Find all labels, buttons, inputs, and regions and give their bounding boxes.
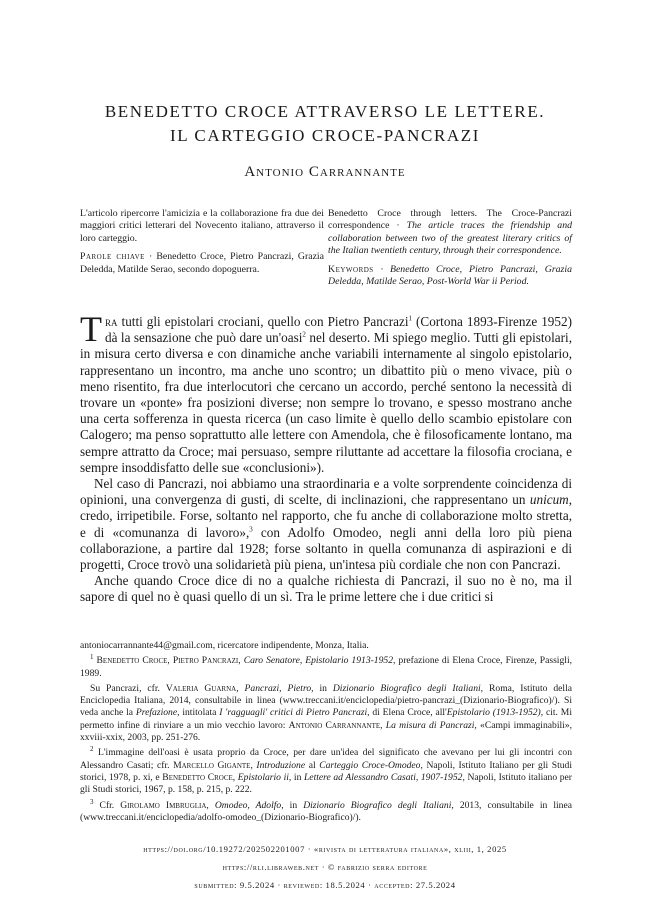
body-paragraph-1: [80, 309, 573, 476]
footnote-1-rest: , prefazione di Elena Croce, Firenze, Passigli, 1989.: [80, 655, 573, 679]
author-contact: antoniocarrannante44@gmail.com, ricercatore indipendente, Monza, Italia.: [80, 640, 369, 651]
fn2-mid: al: [305, 759, 320, 771]
fn2-author-2: Benedetto Croce: [162, 771, 233, 783]
abstract-it-text: L'articolo ripercorre l'amicizia e la collaborazione fra due dei maggiori critici letterari del Novecento italiano, attraverso il loro carteggio.: [80, 208, 324, 244]
paragraph-1-text-a: tutti gli epistolari crociani, quello con Pietro Pancrazi: [117, 314, 409, 329]
footnote-2-number: 2: [90, 745, 94, 754]
footnote-ref-1[interactable]: 1: [408, 314, 412, 323]
fn1b-italic: Pancrazi, Pietro: [244, 682, 312, 694]
fn1b-italic-2: Dizionario Biografico degli Italiani: [332, 682, 481, 694]
paragraph-2-text-c: con Adolfo Omodeo, negli anni della loro più piena collaborazione, a partire dal 1928; forse soltanto in quella comunanza di aspirazioni e di progetti, Croce trovò una solidarietà più piena, un'intesa più cordiale che non con Pancrazi.: [80, 524, 572, 573]
fn3-italic-2: Dizionario Biografico degli Italiani: [303, 799, 452, 811]
abstract-en-title: Benedetto Croce through letters. The Croce-Pancrazi correspondence ·: [328, 208, 572, 232]
footnote-3: $^3$ Cfr. Girolamo Imbruglia, Omodeo, Adolfo, in Dizionario Biografico degli Italiani, 2013, consultabile in linea (www.treccani.it/enciclopedia/adolfo-omodeo_(Dizionario-Biografico)/).: [80, 797, 572, 823]
body-paragraph-3: Anche quando Croce dice di no a qualche richiesta di Pancrazi, il suo no è no, ma il sapore di quel no è quasi quello di un sì. Tra le prime lettere che i due critici si: [80, 573, 572, 605]
paragraph-2-italic: unicum: [529, 492, 569, 508]
fn3-text-a: Cfr.: [99, 799, 121, 811]
fn2-rest: , Napoli, Istituto Italiano per gli Studi storici, 1978, p. xi, e: [80, 759, 572, 783]
title-line-1: BENEDETTO CROCE ATTRAVERSO LE LETTERE.: [104, 102, 546, 121]
fn1b-in: , in: [311, 682, 333, 694]
footnote-1: $^1$ Benedetto Croce, Pietro Pancrazi, Caro Senatore, Epistolario 1913-1952, prefazione di Elena Croce, Firenze, Passigli, 1989.: [80, 653, 573, 679]
keywords-it: [80, 251, 324, 276]
fn2-italic-3: Epistolario ii: [237, 771, 289, 783]
footnote-3-number: 3: [90, 797, 94, 806]
fn1b-italic-6: La misura di Pancrazi: [385, 719, 475, 731]
paragraph-1-text-c: nel deserto. Mi spiego meglio. Tutti gli epistolari, in misura certo diversa e con dinamiche anche variabili internamente al singolo epistolario, rappresentano un incontro, ma anche uno scontro; un dibattito più o meno vivace, più o meno risentito, fra due interlocutori che cercano un accordo, perché sentono la necessità di trovare un «ponte» fra posizioni diverse; non sempre lo trovano, e spesso mostrano anche una certa sofferenza in questa ricerca (un caso limite è quello dello scambio epistolare con Calogero; ma penso soprattutto alle lettere con Amendola, che è filosoficamente lontano, ma sempre attratto da Croce; mai persuaso, sempre riluttante ad accettare la filosofia crociana, e sempre insoddisfatto delle sue «conclusioni»).: [80, 330, 573, 475]
fn1b-italic-4: I 'ragguagli' critici di Pietro Pancrazi: [219, 707, 368, 719]
footer-dates: submitted: 9.5.2024 · reviewed: 18.5.2024 · accepted: 27.5.2024: [194, 880, 456, 890]
fn2-author: Marcello Gigante: [173, 759, 251, 771]
fn3-in: , in: [281, 799, 304, 811]
footer-doi[interactable]: https://doi.org/10.19272/202502201007 · «rivista di letteratura italiana», xliii, 1, 2025: [143, 844, 507, 854]
paragraph-2-text-b: , credo, irripetibile. Forse, soltanto nel rapporto, che fu anche di collaborazione molto stretta, e di «comunanza di lavoro»,: [80, 492, 572, 540]
footnote-1-authors: Benedetto Croce, Pietro Pancrazi: [96, 655, 239, 667]
abstract-en-paragraph: [328, 208, 572, 258]
footnote-1-title: Caro Senatore, Epistolario 1913-1952: [243, 655, 393, 667]
abstract-en-text: The article traces the friendship and collaboration between two of the greatest literary critics of the Italian twentieth century, through their correspondence.: [328, 220, 572, 257]
paragraph-1-text-b: (Cortona 1893-Firenze 1952) dà la sensazione che può dare un'oasi: [105, 314, 572, 346]
keywords-en: [328, 264, 572, 289]
fn1b-rest-4: , cit. Mi permetto infine di rinviare a un mio vecchio lavoro:: [80, 707, 572, 731]
article-body: [80, 309, 573, 606]
footnotes: [80, 640, 572, 827]
footer-website[interactable]: https://rli.libraweb.net · © fabrizio serra editore: [222, 862, 428, 872]
author-name: Antonio Carrannante: [244, 164, 406, 180]
fn1b-author-2: Antonio Carrannante: [288, 719, 381, 731]
keywords-en-list: · Benedetto Croce, Pietro Pancrazi, Grazia Deledda, Matilde Serao, Post-World War ii Period.: [328, 263, 572, 288]
fn2-italic: Introduzione: [256, 759, 306, 771]
drop-cap: T: [80, 309, 102, 349]
abstract-italian: [80, 208, 324, 282]
fn3-rest: , 2013, consultabile in linea (www.treccani.it/enciclopedia/adolfo-omodeo_(Dizionario-Biografico)/).: [80, 799, 572, 823]
fn2-rest-2: , Napoli, Istituto italiano per gli Studi storici, 1967, p. 158, p. 215, p. 222.: [80, 771, 572, 796]
fn1b-rest-2: , intitolata: [177, 707, 220, 719]
footnote-ref-3[interactable]: 3: [249, 525, 253, 534]
footnote-2: $^2$ L'immagine dell'oasi è usata proprio da Croce, per dare un'idea del significato che avevano per lui gli incontri con Alessandro Casati; cfr. Marcello Gigante, Introduzione al Carteggio Croce-Omodeo, Napoli, Istituto Italiano per gli Studi storici, 1978, p. xi, e Benedetto Croce, Epistolario ii, in Lettere ad Alessandro Casati, 1907-1952, Napoli, Istituto italiano per gli Studi storici, 1967, p. 158, p. 215, p. 222.: [80, 745, 572, 796]
fn2-text: L'immagine dell'oasi è usata proprio da Croce, per dare un'idea del significato che avevano per lui gli incontri con Alessandro Casati; cfr.: [80, 747, 572, 771]
fn1b-author: Valeria Guarna: [165, 682, 237, 694]
fn2-italic-2: Carteggio Croce-Omodeo: [319, 759, 421, 771]
fn1b-rest: , Roma, Istituto della Enciclopedia Italiana, 2014, consultabile in linea (www.treccani.it/enciclopedia/pietro-pancrazi_(Dizionario-Biografico)/). Si veda anche la: [80, 682, 572, 719]
keywords-it-list: · Benedetto Croce, Pietro Pancrazi, Grazia Deledda, Matilde Serao, secondo dopoguerra.: [80, 251, 324, 275]
footnote-ref-2[interactable]: 2: [302, 330, 306, 339]
title-line-2: IL CARTEGGIO CROCE-PANCRAZI: [169, 126, 481, 145]
fn3-author: Girolamo Imbruglia: [120, 799, 207, 811]
fn1b-italic-3: Prefazione: [135, 707, 178, 719]
footnote-1-continued: Su Pancrazi, cfr. Valeria Guarna, Pancrazi, Pietro, in Dizionario Biografico degli Italiani, Roma, Istituto della Enciclopedia Italiana, 2014, consultabile in linea (www.treccani.it/enciclopedia/pietro-pancrazi_(Dizionario-Biografico)/). Si veda anche la Prefazione, intitolata I 'ragguagli' critici di Pietro Pancrazi, di Elena Croce, all'Epistolario (1913-1952), cit. Mi permetto infine di rinviare a un mio vecchio lavoro: Antonio Carrannante, La misura di Pancrazi, «Campi immaginabili», xxviii-xxix, 2003, pp. 251-276.: [80, 682, 573, 744]
fn1b-rest-5: , «Campi immaginabili», xxviii-xxix, 2003, pp. 251-276.: [80, 719, 573, 744]
first-word-rest: ra: [105, 314, 118, 329]
keywords-en-label: Keywords: [328, 263, 374, 275]
footnote-1-number: 1: [90, 653, 94, 662]
abstract-english: [328, 208, 572, 294]
fn2-italic-4: Lettere ad Alessandro Casati, 1907-1952: [303, 771, 463, 783]
paragraph-2-text-a: Nel caso di Pancrazi, noi abbiamo una straordinaria e a volte sorprendente coincidenza di opinioni, una convergenza di gusti, di scelte, di inclinazioni, che rappresentano un: [80, 476, 572, 508]
fn3-italic: Omodeo, Adolfo: [214, 799, 282, 811]
fn2-in: , in: [288, 771, 304, 783]
keywords-it-label: Parole chiave: [80, 251, 145, 263]
fn1b-italic-5: Epistolario (1913-1952): [446, 707, 541, 719]
fn1b-rest-3: , di Elena Croce, all': [367, 707, 447, 719]
body-paragraph-2: [80, 476, 572, 573]
fn1b-text-a: Su Pancrazi, cfr.: [90, 682, 166, 694]
article-title: [40, 100, 610, 148]
